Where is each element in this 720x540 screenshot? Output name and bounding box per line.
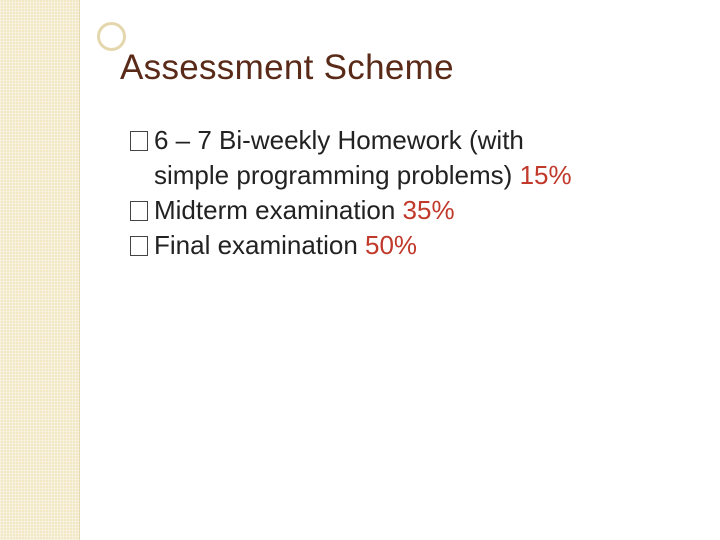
slide-title: Assessment Scheme [120, 48, 454, 87]
square-bullet-icon [130, 236, 148, 256]
bullet-list [130, 123, 710, 263]
bullet-item-homework [130, 123, 710, 193]
square-bullet-icon [130, 201, 148, 221]
square-bullet-icon [130, 131, 148, 151]
bullet-item-midterm [130, 193, 710, 228]
percent-value: 35% [402, 195, 455, 225]
bullet-text: Midterm examination [154, 195, 396, 225]
bullet-item-final [130, 228, 710, 263]
ring-decoration-icon [97, 22, 126, 51]
percent-value: 15% [519, 160, 572, 190]
percent-value: 50% [365, 230, 418, 260]
sidebar-pattern [0, 0, 79, 540]
sidebar-divider [79, 0, 80, 540]
bullet-text: Final examination [154, 230, 358, 260]
bullet-text: simple programming problems) [154, 160, 513, 190]
bullet-text: 6 – 7 Bi-weekly Homework (with [154, 125, 524, 155]
